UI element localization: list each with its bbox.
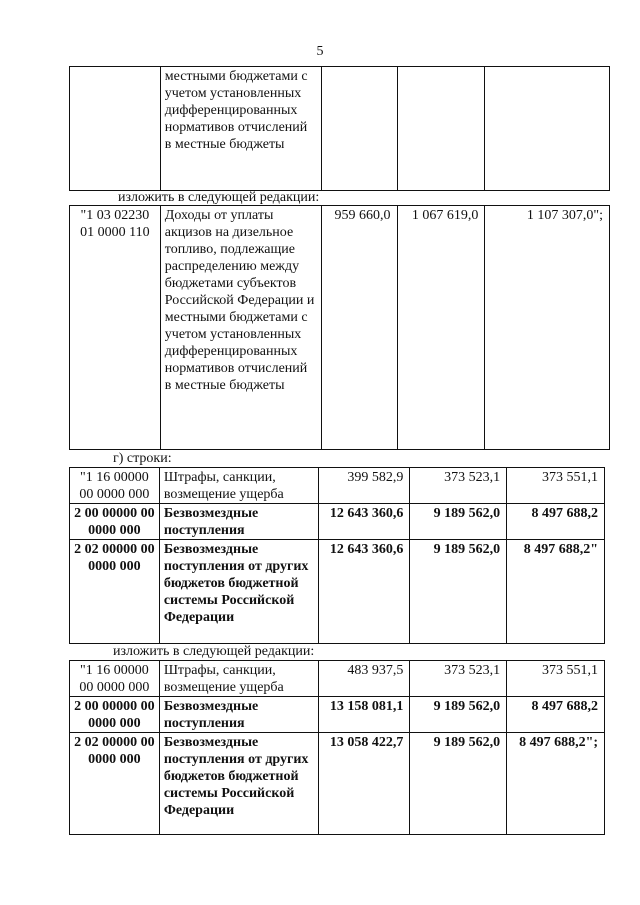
value-cell: 12 643 360,6 <box>318 504 410 540</box>
instruction-text: изложить в следующей редакции: <box>113 644 315 659</box>
name-cell: местными бюджетами с учетом установленных дифференцированных нормативов отчислений в местные бюджеты <box>160 67 321 191</box>
value-cell: 9 189 562,0 <box>410 733 507 835</box>
table-row <box>70 661 605 697</box>
table-row <box>70 504 605 540</box>
name-cell: Безвозмездные поступления от других бюджетов бюджетной системы Российской Федерации <box>159 540 318 644</box>
table-row <box>70 468 605 504</box>
table-fragment-top <box>69 66 610 191</box>
value-cell <box>485 67 610 191</box>
name-cell: Доходы от уплаты акцизов на дизельное топливо, подлежащие распределению между бюджетами субъектов Российской Федерации и местными бюджетами с учетом установленных дифференцированных нормативов отчислений в местные бюджеты <box>160 206 321 450</box>
value-cell <box>321 67 397 191</box>
value-cell: 8 497 688,2" <box>507 540 605 644</box>
value-cell: 373 523,1 <box>410 468 507 504</box>
value-cell <box>397 67 485 191</box>
page-number: 5 <box>316 44 324 59</box>
value-cell: 13 058 422,7 <box>318 733 410 835</box>
instruction-text: изложить в следующей редакции: <box>118 190 320 205</box>
table-row <box>70 206 610 450</box>
value-cell: 9 189 562,0 <box>410 504 507 540</box>
value-cell: 9 189 562,0 <box>410 697 507 733</box>
value-cell: 483 937,5 <box>318 661 410 697</box>
table-row <box>70 697 605 733</box>
table-new-rows <box>69 660 605 835</box>
code-cell: "1 16 00000 00 0000 000 <box>70 468 160 504</box>
value-cell: 373 551,1 <box>507 661 605 697</box>
value-cell: 8 497 688,2 <box>507 504 605 540</box>
value-cell: 1 067 619,0 <box>397 206 485 450</box>
value-cell: 1 107 307,0"; <box>485 206 610 450</box>
value-cell: 399 582,9 <box>318 468 410 504</box>
value-cell: 9 189 562,0 <box>410 540 507 644</box>
code-cell <box>70 67 161 191</box>
code-cell: 2 02 00000 00 0000 000 <box>70 733 160 835</box>
code-cell: "1 16 00000 00 0000 000 <box>70 661 160 697</box>
value-cell: 959 660,0 <box>321 206 397 450</box>
value-cell: 13 158 081,1 <box>318 697 410 733</box>
value-cell: 12 643 360,6 <box>318 540 410 644</box>
name-cell: Штрафы, санкции, возмещение ущерба <box>159 661 318 697</box>
name-cell: Безвозмездные поступления <box>159 697 318 733</box>
name-cell: Безвозмездные поступления <box>159 504 318 540</box>
table-old-rows <box>69 467 605 644</box>
value-cell: 8 497 688,2"; <box>507 733 605 835</box>
table-row <box>70 540 605 644</box>
name-cell: Штрафы, санкции, возмещение ущерба <box>159 468 318 504</box>
instruction-text: г) строки: <box>113 451 172 466</box>
table-row <box>70 67 610 191</box>
value-cell: 8 497 688,2 <box>507 697 605 733</box>
value-cell: 373 523,1 <box>410 661 507 697</box>
code-cell: 2 00 00000 00 0000 000 <box>70 504 160 540</box>
code-cell: 2 00 00000 00 0000 000 <box>70 697 160 733</box>
code-cell: 2 02 00000 00 0000 000 <box>70 540 160 644</box>
code-cell: "1 03 02230 01 0000 110 <box>70 206 161 450</box>
table-new-excise-row <box>69 205 610 450</box>
table-row <box>70 733 605 835</box>
value-cell: 373 551,1 <box>507 468 605 504</box>
name-cell: Безвозмездные поступления от других бюджетов бюджетной системы Российской Федерации <box>159 733 318 835</box>
